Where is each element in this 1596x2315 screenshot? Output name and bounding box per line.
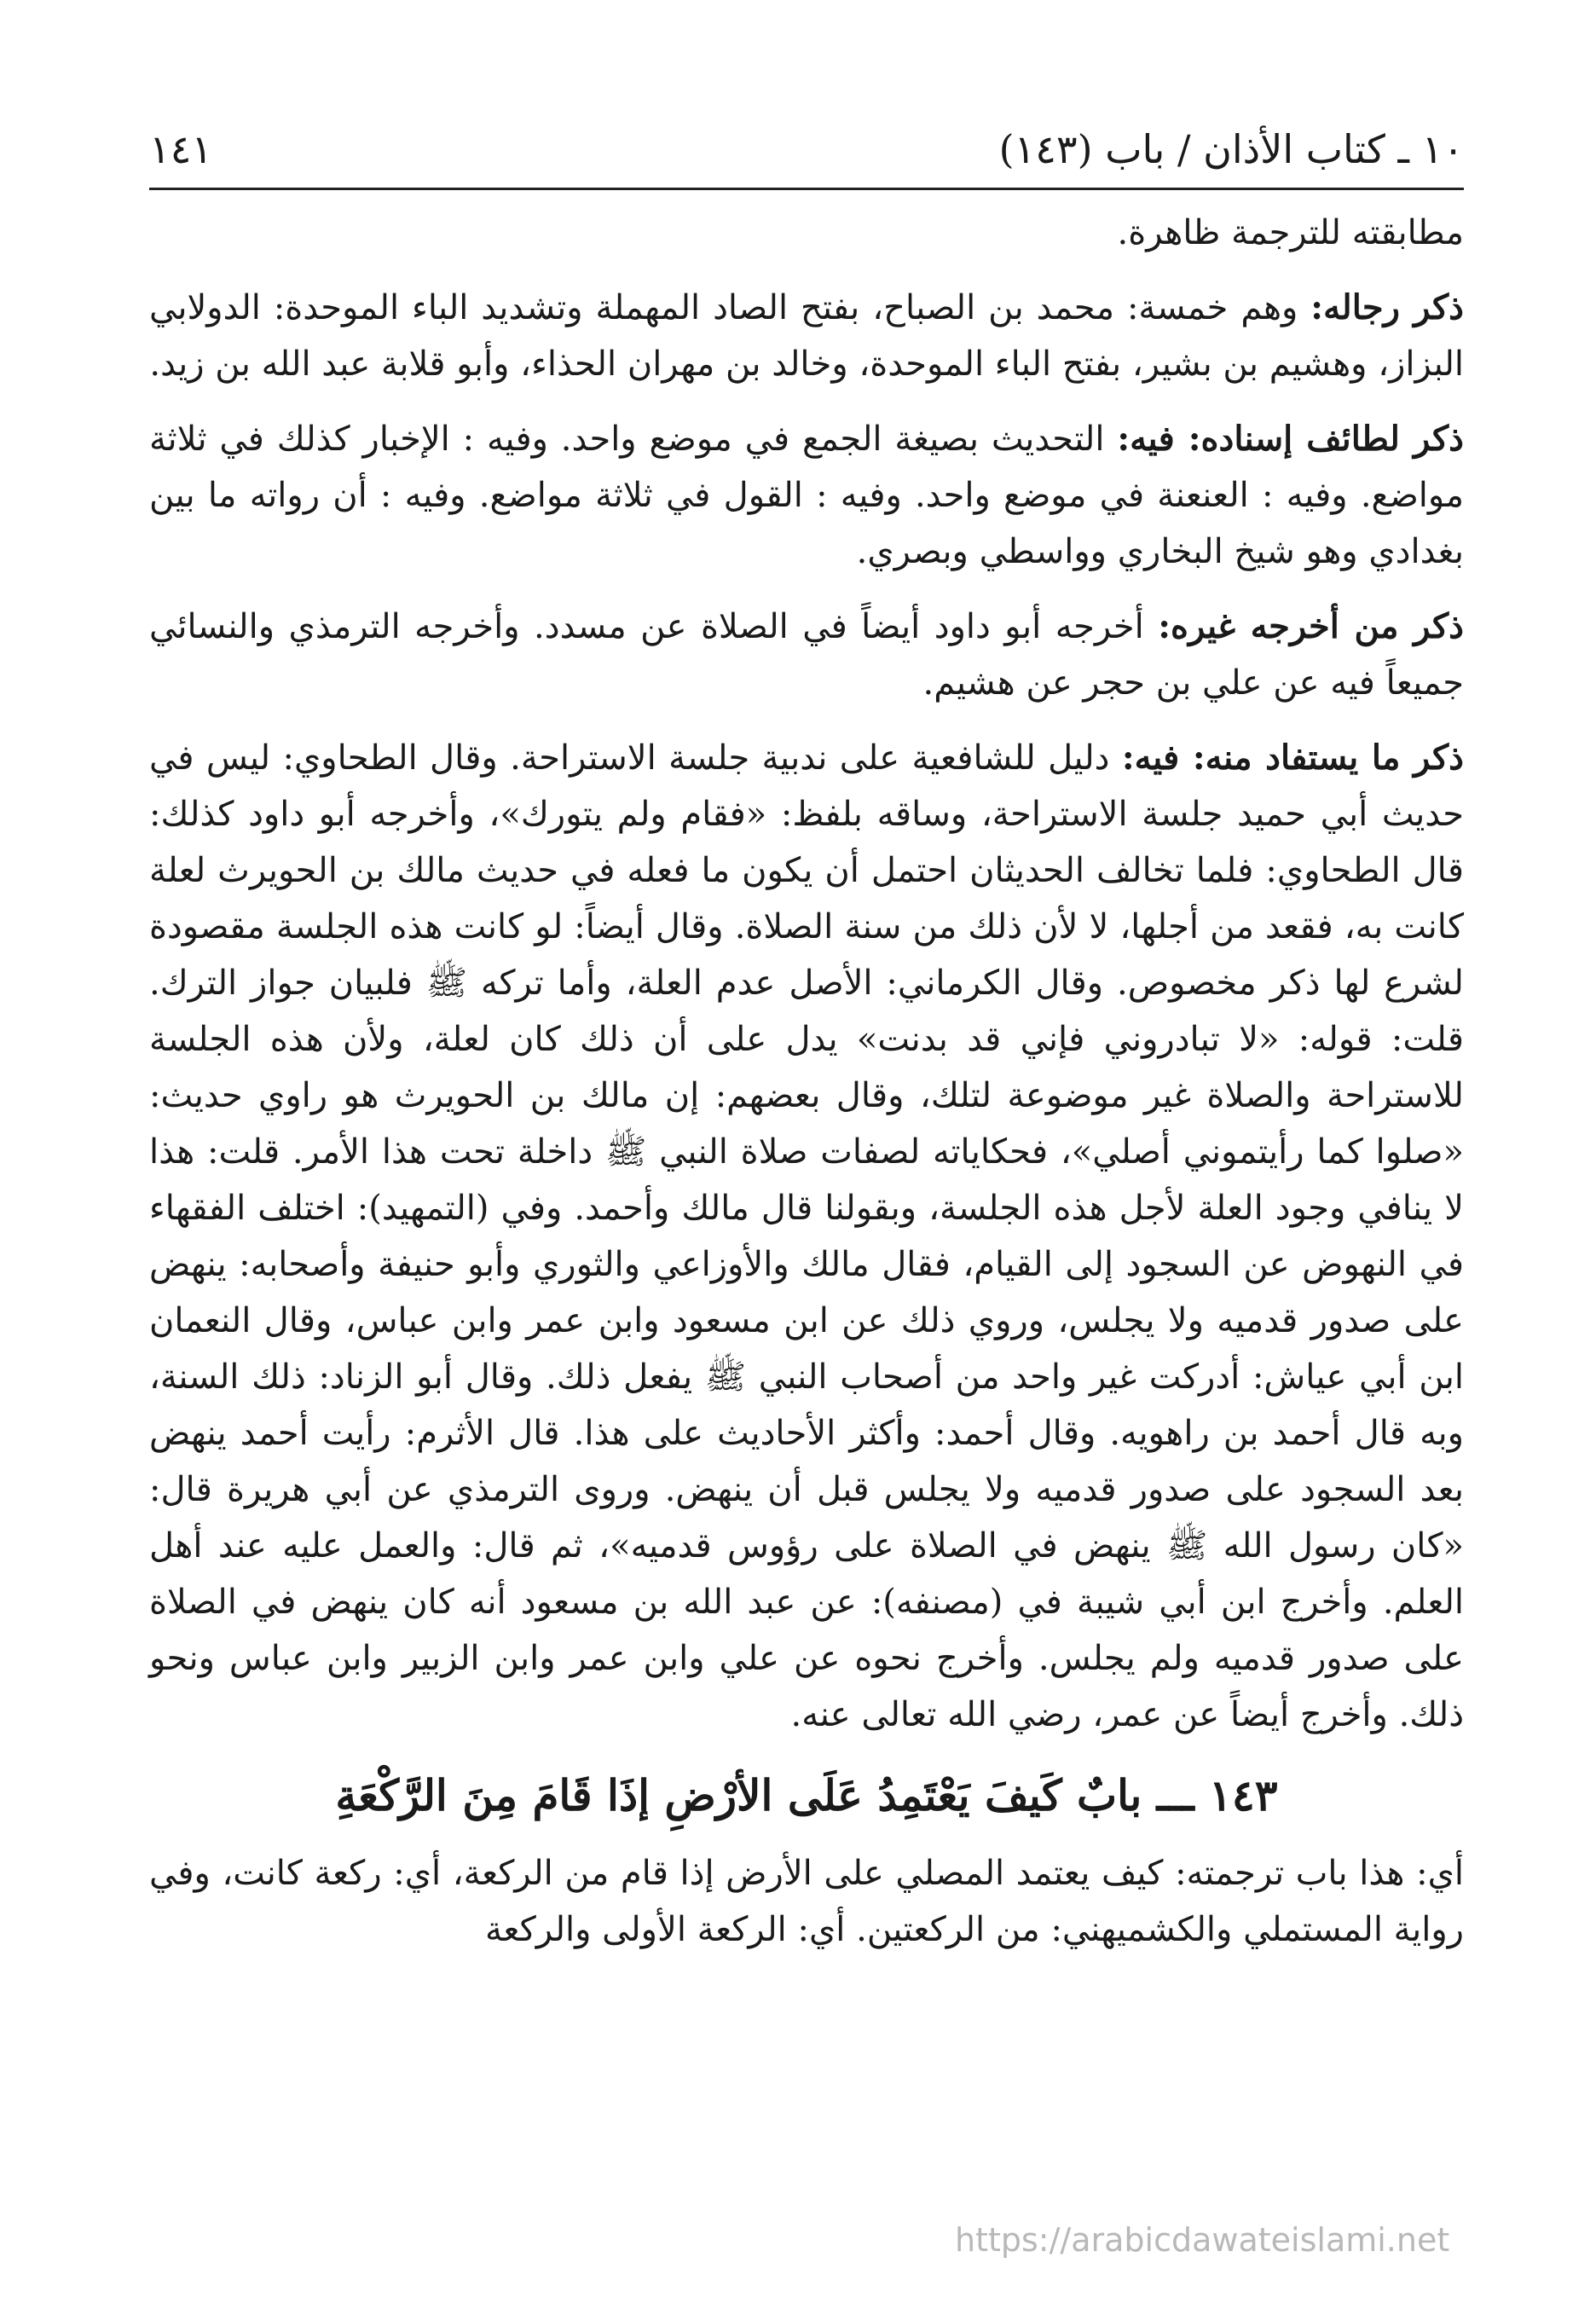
paragraph-text: مطابقته للترجمة ظاهرة. <box>1117 213 1464 252</box>
paragraph-text: وهم خمسة: محمد بن الصباح، بفتح الصاد المهملة وتشديد الباء الموحدة: الدولابي البزاز، وهشيم بن بشير، بفتح الباء الموحدة، وخالد بن مهران الحذاء، وأبو قلابة عبد الله بن زيد. <box>149 288 1464 384</box>
paragraph-text: أخرجه أبو داود أيضاً في الصلاة عن مسدد. وأخرجه الترمذي والنسائي جميعاً فيه عن علي بن حجر عن هشيم. <box>149 607 1464 703</box>
watermark-url: https://arabicdawateislami.net <box>955 2221 1450 2259</box>
paragraph-text: دليل للشافعية على ندبية جلسة الاستراحة. وقال الطحاوي: ليس في حديث أبي حميد جلسة الاستراحة، وساقه بلفظ: «فقام ولم يتورك»، وأخرجه أبو داود كذلك: قال الطحاوي: فلما تخالف الحديثان احتمل أن يكون ما فعله في حديث مالك بن الحويرث لعلة كانت به، فقعد من أجلها، لا لأن ذلك من سنة الصلاة. وقال أيضاً: لو كانت هذه الجلسة مقصودة لشرع لها ذكر مخصوص. وقال الكرماني: الأصل عدم العلة، وأما تركه ﷺ فلبيان جواز الترك. قلت: قوله: «لا تبادروني فإني قد بدنت» يدل على أن ذلك كان لعلة، ولأن هذه الجلسة للاستراحة والصلاة غير موضوعة لتلك، وقال بعضهم: إن مالك بن الحويرث هو راوي حديث: «صلوا كما رأيتموني أصلي»، فحكاياته لصفات صلاة النبي ﷺ داخلة تحت هذا الأمر. قلت: هذا لا ينافي وجود العلة لأجل هذه الجلسة، وبقولنا قال مالك وأحمد. وفي (التمهيد): اختلف الفقهاء في النهوض عن السجود إلى القيام، فقال مالك والأوزاعي والثوري وأبو حنيفة وأصحابه: ينهض على صدور قدميه ولا يجلس، وروي ذلك عن ابن مسعود وابن عمر وابن عباس، وقال النعمان ابن أبي عياش: أدركت غير واحد من أصحاب النبي ﷺ يفعل ذلك. وقال أبو الزناد: ذلك السنة، وبه قال أحمد بن راهويه. وقال أحمد: وأكثر الأحاديث على هذا. قال الأثرم: رأيت أحمد ينهض بعد السجود على صدور قدميه ولا يجلس قبل أن ينهض. وروى الترمذي عن أبي هريرة قال: «كان رسول الله ﷺ ينهض في الصلاة على رؤوس قدميه»، ثم قال: والعمل عليه عند أهل العلم. وأخرج ابن أبي شيبة في (مصنفه): عن عبد الله بن مسعود أنه كان ينهض في الصلاة على صدور قدميه ولم يجلس. وأخرج نحوه عن علي وابن عمر وابن الزبير وابن عباس ونحو ذلك. وأخرج أيضاً عن عمر، رضي الله تعالى عنه. <box>149 738 1465 1734</box>
paragraph <box>149 730 1464 1743</box>
paragraph <box>149 599 1464 711</box>
paragraph <box>149 280 1464 392</box>
paragraph-text: التحديث بصيغة الجمع في موضع واحد. وفيه : الإخبار كذلك في ثلاثة مواضع. وفيه : العنعنة في موضع واحد. وفيه : القول في ثلاثة مواضع. وفيه : أن رواته ما بين بغدادي وهو شيخ البخاري وواسطي وبصري. <box>149 420 1464 571</box>
paragraph-lead: ذكر ما يستفاد منه: فيه: <box>1121 738 1464 778</box>
paragraph-lead: ذكر لطائف إسناده: فيه: <box>1117 419 1464 459</box>
header-rule <box>149 188 1464 190</box>
running-title: ١٠ ـ كتاب الأذان / باب (١٤٣) <box>998 126 1464 172</box>
paragraph <box>149 411 1464 580</box>
paragraph-lead: ذكر من أخرجه غيره: <box>1158 606 1464 646</box>
paragraph <box>149 205 1464 261</box>
page-number: ١٤١ <box>149 126 213 172</box>
closing-paragraph: أي: هذا باب ترجمته: كيف يعتمد المصلي على الأرض إذا قام من الركعة، أي: ركعة كانت، وفي رواية المستملي والكشميهني: من الركعتين. أي: الركعة الأولى والركعة <box>149 1854 1464 1949</box>
chapter-heading: ١٤٣ ـــ بابٌ كَيفَ يَعْتَمِدُ عَلَى الأرْضِ إذَا قَامَ مِنَ الرَّكْعَةِ <box>335 1770 1278 1820</box>
body-text <box>149 205 1464 1976</box>
paragraph-lead: ذكر رجاله: <box>1310 287 1464 327</box>
page-header <box>149 119 1464 179</box>
